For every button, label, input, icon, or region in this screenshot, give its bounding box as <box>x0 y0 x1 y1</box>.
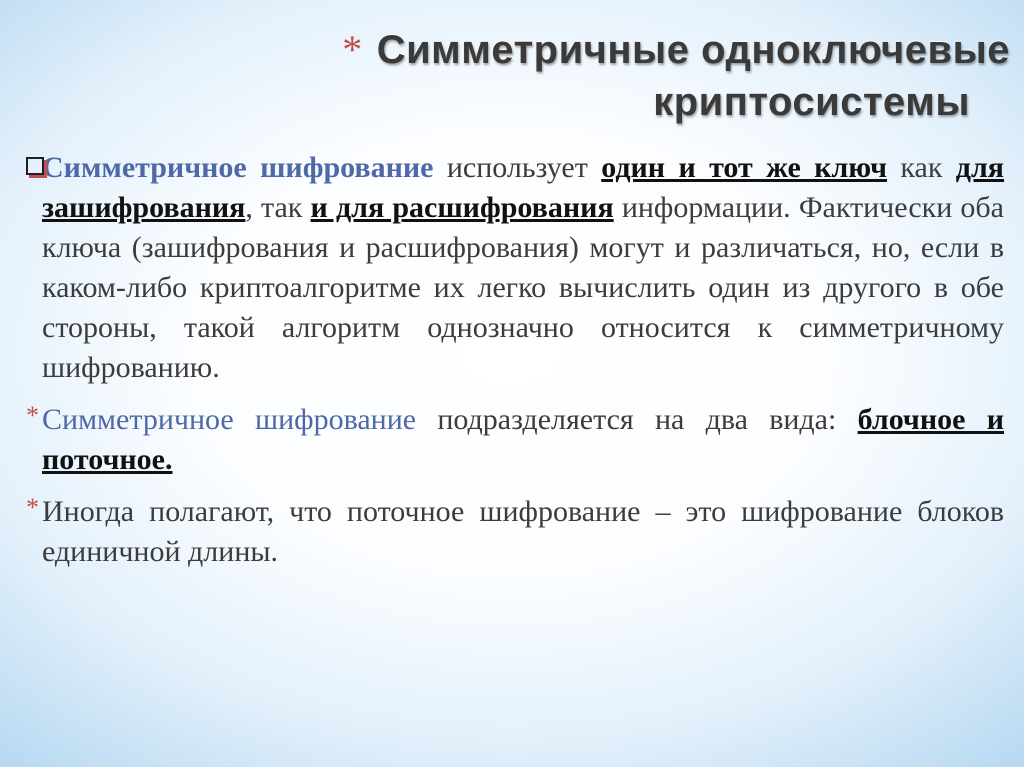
star-bullet-icon: * <box>26 493 39 522</box>
emphasis-decryption: и для расшифрования <box>310 191 614 224</box>
slide-content <box>26 148 1005 584</box>
title-line-2: криптосистемы <box>653 80 970 124</box>
stream-note-text: Иногда полагают, что поточное шифрование – это шифрование блоков единичной длины. <box>42 495 1004 568</box>
text-segment: как <box>887 151 956 184</box>
term-symmetric-encryption-2: Симметричное шифрование <box>42 403 417 436</box>
text-segment: использует <box>433 151 602 184</box>
title-line-1 <box>290 24 1010 76</box>
paragraph-stream-note <box>26 492 1004 572</box>
title-bullet-icon: * <box>342 27 363 72</box>
title-text-1: Симметричные одноключевые <box>376 28 1010 72</box>
star-bullet-icon: * <box>26 401 39 430</box>
text-segment: подразделяется на два вида: <box>416 403 858 436</box>
paragraph-symmetric-definition <box>42 148 1004 388</box>
text-segment: информации. Фактически оба ключа (зашифрования и расшифрования) могут и различаться, но, если в каком-либо криптоалгоритме их легко вычислить один из другого в обе стороны, такой алгоритм однозначно относится к симметричному шифрованию. <box>42 191 1004 384</box>
term-symmetric-encryption: Симметричное шифрование <box>42 151 434 184</box>
text-segment: , так <box>245 191 311 224</box>
checkbox-bullet-icon <box>26 157 44 175</box>
emphasis-block-and-stream: блочное и поточное. <box>42 403 1004 476</box>
slide-title <box>290 24 1010 128</box>
emphasis-same-key: один и тот же ключ <box>601 151 888 184</box>
paragraph-two-types <box>26 400 1004 480</box>
emphasis-encryption: для зашифрования <box>42 151 1005 224</box>
